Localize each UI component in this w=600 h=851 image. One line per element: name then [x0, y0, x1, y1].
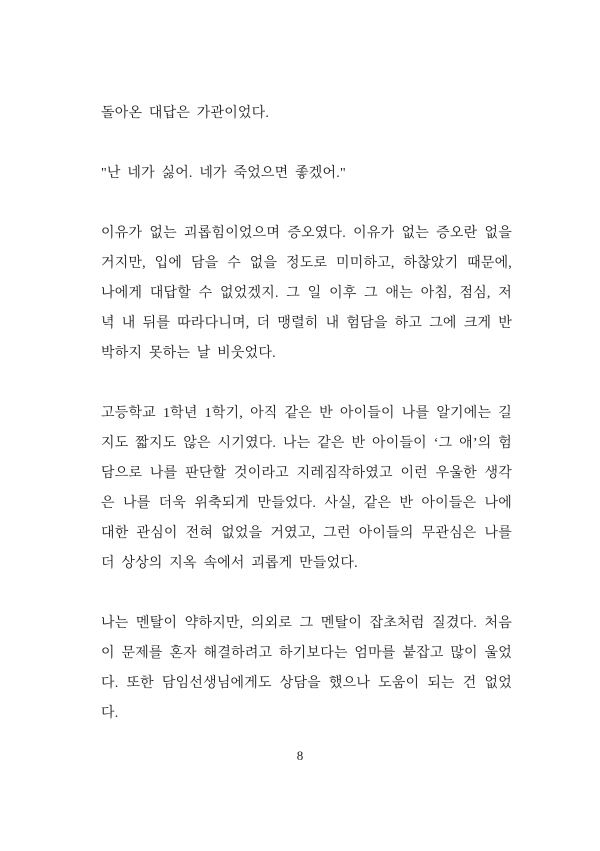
paragraph-highschool: 고등학교 1학년 1학기, 아직 같은 반 아이들이 나를 알기에는 길지도 짧지도 않은 시기였다. 나는 같은 반 아이들이 ‘그 애’의 험담으로 나를 판단할 것이라고 지레짐작하였고 이런 우울한 생각은 나를 더욱 위축되게 만들었다. 사실, 같은 반 아이들은 나에 대한 관심이 전혀 없었을 거였고, 그런 아이들의 무관심은 나를 더 상상의 지옥 속에서 괴롭게 만들었다. [101, 406, 512, 571]
paragraph-returned-answer: 돌아온 대답은 가관이었다. [101, 106, 270, 121]
paragraph-hatred: 이유가 없는 괴롭힘이었으며 증오였다. 이유가 없는 증오란 없을 거지만, 입에 담을 수 없을 정도로 미미하고, 하찮았기 때문에, 나에게 대답할 수 없었겠지. 그 일 이후 그 애는 아침, 점심, 저녁 내 뒤를 따라다니며, 더 맹렬히 내 험담을 하고 그에 크게 반박하지 못하는 날 비웃었다. [101, 226, 512, 361]
page-number: 8 [296, 748, 304, 763]
document-body [101, 99, 512, 759]
paragraph-mental: 나는 멘탈이 약하지만, 의외로 그 멘탈이 잡초처럼 질겼다. 처음 이 문제를 혼자 해결하려고 하기보다는 엄마를 붙잡고 많이 울었다. 또한 담임선생님에게도 상담을 했으나 도움이 되는 건 없었다. [101, 616, 512, 721]
paragraph-quote: "난 네가 싫어. 네가 죽었으면 좋겠어." [101, 166, 346, 181]
